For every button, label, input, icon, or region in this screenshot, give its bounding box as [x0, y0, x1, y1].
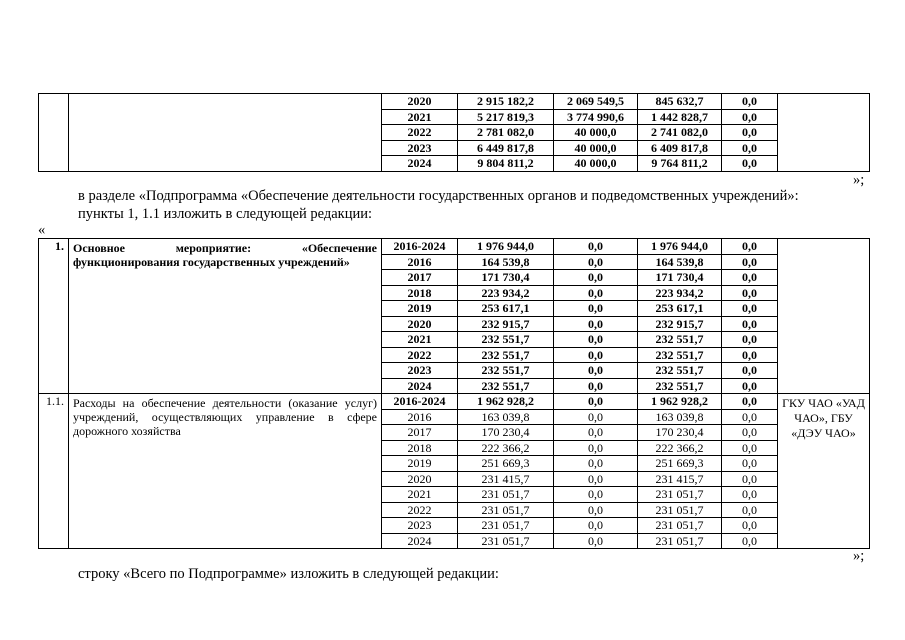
table-row — [39, 239, 870, 255]
total-cell: 232 551,7 — [458, 363, 554, 379]
budget-source-2-cell: 1 962 928,2 — [638, 394, 722, 410]
budget-source-2-cell: 231 051,7 — [638, 502, 722, 518]
total-cell: 170 230,4 — [458, 425, 554, 441]
budget-source-2-cell: 231 051,7 — [638, 487, 722, 503]
budget-source-3-cell: 0,0 — [722, 109, 778, 125]
budget-source-2-cell: 6 409 817,8 — [638, 140, 722, 156]
total-cell: 9 804 811,2 — [458, 156, 554, 172]
instruction-line-section: в разделе «Подпрограмма «Обеспечение деятельности государственных органов и подведомственных учреждений»: — [78, 188, 799, 204]
year-cell: 2021 — [382, 487, 458, 503]
budget-source-1-cell: 2 069 549,5 — [554, 94, 638, 110]
table-row — [39, 94, 870, 110]
budget-source-3-cell: 0,0 — [722, 378, 778, 394]
label-cell — [69, 94, 382, 172]
total-cell: 231 051,7 — [458, 502, 554, 518]
budget-source-3-cell: 0,0 — [722, 125, 778, 141]
year-cell: 2022 — [382, 502, 458, 518]
budget-source-1-cell: 40 000,0 — [554, 125, 638, 141]
total-cell: 164 539,8 — [458, 254, 554, 270]
item-1-1-label: Расходы на обеспечение деятельности (оказание услуг) учреждений, осуществляющих управление в сфере дорожного хозяйства — [69, 394, 382, 549]
budget-source-2-cell: 9 764 811,2 — [638, 156, 722, 172]
year-cell: 2019 — [382, 301, 458, 317]
budget-source-3-cell: 0,0 — [722, 254, 778, 270]
total-cell: 231 051,7 — [458, 487, 554, 503]
budget-source-3-cell: 0,0 — [722, 347, 778, 363]
item-1-1-index: 1.1. — [39, 394, 69, 549]
funding-table-continuation — [38, 93, 870, 172]
year-cell: 2023 — [382, 518, 458, 534]
budget-source-3-cell: 0,0 — [722, 518, 778, 534]
budget-source-1-cell: 0,0 — [554, 471, 638, 487]
budget-source-3-cell: 0,0 — [722, 440, 778, 456]
total-cell: 253 617,1 — [458, 301, 554, 317]
budget-source-3-cell: 0,0 — [722, 363, 778, 379]
budget-source-3-cell: 0,0 — [722, 471, 778, 487]
year-cell: 2022 — [382, 347, 458, 363]
budget-source-1-cell: 0,0 — [554, 316, 638, 332]
budget-source-2-cell: 170 230,4 — [638, 425, 722, 441]
budget-source-1-cell: 0,0 — [554, 425, 638, 441]
budget-source-2-cell: 231 415,7 — [638, 471, 722, 487]
item-1-index: 1. — [39, 239, 69, 394]
budget-source-1-cell: 0,0 — [554, 347, 638, 363]
executor-cell — [778, 94, 870, 172]
budget-source-2-cell: 223 934,2 — [638, 285, 722, 301]
total-cell: 1 962 928,2 — [458, 394, 554, 410]
year-cell: 2024 — [382, 156, 458, 172]
budget-source-2-cell: 1 976 944,0 — [638, 239, 722, 255]
year-cell: 2021 — [382, 109, 458, 125]
total-cell: 223 934,2 — [458, 285, 554, 301]
budget-source-2-cell: 232 551,7 — [638, 347, 722, 363]
budget-source-1-cell: 0,0 — [554, 409, 638, 425]
total-cell: 232 551,7 — [458, 378, 554, 394]
budget-source-1-cell: 0,0 — [554, 502, 638, 518]
item-1-executor — [778, 239, 870, 394]
year-cell: 2020 — [382, 94, 458, 110]
year-cell: 2017 — [382, 270, 458, 286]
budget-source-1-cell: 0,0 — [554, 239, 638, 255]
budget-source-1-cell: 0,0 — [554, 285, 638, 301]
year-cell: 2023 — [382, 140, 458, 156]
budget-source-3-cell: 0,0 — [722, 425, 778, 441]
budget-source-1-cell: 0,0 — [554, 533, 638, 549]
total-cell: 163 039,8 — [458, 409, 554, 425]
year-cell: 2016-2024 — [382, 394, 458, 410]
budget-source-1-cell: 3 774 990,6 — [554, 109, 638, 125]
budget-source-3-cell: 0,0 — [722, 394, 778, 410]
total-cell: 6 449 817,8 — [458, 140, 554, 156]
year-cell: 2020 — [382, 471, 458, 487]
budget-source-3-cell: 0,0 — [722, 239, 778, 255]
item-1-label: Основное мероприятие: «Обеспечение функционирования государственных учреждений» — [69, 239, 382, 394]
year-cell: 2022 — [382, 125, 458, 141]
budget-source-2-cell: 171 730,4 — [638, 270, 722, 286]
total-cell: 232 915,7 — [458, 316, 554, 332]
budget-source-1-cell: 0,0 — [554, 487, 638, 503]
budget-source-1-cell: 0,0 — [554, 254, 638, 270]
instruction-line-items: пункты 1, 1.1 изложить в следующей редакции: — [78, 206, 373, 222]
budget-source-2-cell: 232 551,7 — [638, 332, 722, 348]
budget-source-3-cell: 0,0 — [722, 409, 778, 425]
total-cell: 222 366,2 — [458, 440, 554, 456]
budget-source-1-cell: 0,0 — [554, 301, 638, 317]
budget-source-1-cell: 0,0 — [554, 378, 638, 394]
budget-source-3-cell: 0,0 — [722, 301, 778, 317]
total-cell: 1 976 944,0 — [458, 239, 554, 255]
year-cell: 2016-2024 — [382, 239, 458, 255]
closing-quote-2: »; — [853, 548, 865, 564]
index-cell — [39, 94, 69, 172]
total-cell: 5 217 819,3 — [458, 109, 554, 125]
budget-source-1-cell: 0,0 — [554, 363, 638, 379]
budget-source-2-cell: 232 551,7 — [638, 363, 722, 379]
budget-source-3-cell: 0,0 — [722, 285, 778, 301]
budget-source-1-cell: 0,0 — [554, 394, 638, 410]
budget-source-1-cell: 0,0 — [554, 456, 638, 472]
year-cell: 2016 — [382, 409, 458, 425]
budget-source-2-cell: 232 915,7 — [638, 316, 722, 332]
budget-source-3-cell: 0,0 — [722, 140, 778, 156]
budget-source-2-cell: 845 632,7 — [638, 94, 722, 110]
budget-source-3-cell: 0,0 — [722, 487, 778, 503]
table-row — [39, 394, 870, 410]
budget-source-3-cell: 0,0 — [722, 456, 778, 472]
item-1-1-executor: ГКУ ЧАО «УАД ЧАО», ГБУ «ДЭУ ЧАО» — [778, 394, 870, 549]
total-cell: 2 781 082,0 — [458, 125, 554, 141]
year-cell: 2024 — [382, 378, 458, 394]
year-cell: 2023 — [382, 363, 458, 379]
year-cell: 2020 — [382, 316, 458, 332]
budget-source-3-cell: 0,0 — [722, 156, 778, 172]
year-cell: 2019 — [382, 456, 458, 472]
total-cell: 231 051,7 — [458, 518, 554, 534]
budget-source-3-cell: 0,0 — [722, 533, 778, 549]
total-cell: 232 551,7 — [458, 332, 554, 348]
budget-source-1-cell: 0,0 — [554, 270, 638, 286]
budget-source-3-cell: 0,0 — [722, 316, 778, 332]
budget-source-2-cell: 251 669,3 — [638, 456, 722, 472]
budget-source-2-cell: 2 741 082,0 — [638, 125, 722, 141]
opening-quote: « — [38, 222, 46, 238]
funding-table-items — [38, 238, 870, 549]
budget-source-1-cell: 0,0 — [554, 332, 638, 348]
year-cell: 2018 — [382, 440, 458, 456]
budget-source-2-cell: 231 051,7 — [638, 518, 722, 534]
budget-source-2-cell: 231 051,7 — [638, 533, 722, 549]
budget-source-2-cell: 222 366,2 — [638, 440, 722, 456]
budget-source-1-cell: 0,0 — [554, 440, 638, 456]
budget-source-1-cell: 40 000,0 — [554, 156, 638, 172]
total-cell: 251 669,3 — [458, 456, 554, 472]
budget-source-1-cell: 40 000,0 — [554, 140, 638, 156]
year-cell: 2016 — [382, 254, 458, 270]
budget-source-3-cell: 0,0 — [722, 502, 778, 518]
budget-source-2-cell: 164 539,8 — [638, 254, 722, 270]
instruction-line-total: строку «Всего по Подпрограмме» изложить в следующей редакции: — [78, 566, 499, 582]
closing-quote: »; — [853, 172, 865, 188]
budget-source-2-cell: 232 551,7 — [638, 378, 722, 394]
budget-source-3-cell: 0,0 — [722, 332, 778, 348]
budget-source-2-cell: 163 039,8 — [638, 409, 722, 425]
total-cell: 231 051,7 — [458, 533, 554, 549]
year-cell: 2018 — [382, 285, 458, 301]
total-cell: 232 551,7 — [458, 347, 554, 363]
year-cell: 2024 — [382, 533, 458, 549]
budget-source-3-cell: 0,0 — [722, 94, 778, 110]
total-cell: 171 730,4 — [458, 270, 554, 286]
budget-source-2-cell: 1 442 828,7 — [638, 109, 722, 125]
total-cell: 231 415,7 — [458, 471, 554, 487]
year-cell: 2017 — [382, 425, 458, 441]
budget-source-3-cell: 0,0 — [722, 270, 778, 286]
budget-source-2-cell: 253 617,1 — [638, 301, 722, 317]
budget-source-1-cell: 0,0 — [554, 518, 638, 534]
total-cell: 2 915 182,2 — [458, 94, 554, 110]
year-cell: 2021 — [382, 332, 458, 348]
